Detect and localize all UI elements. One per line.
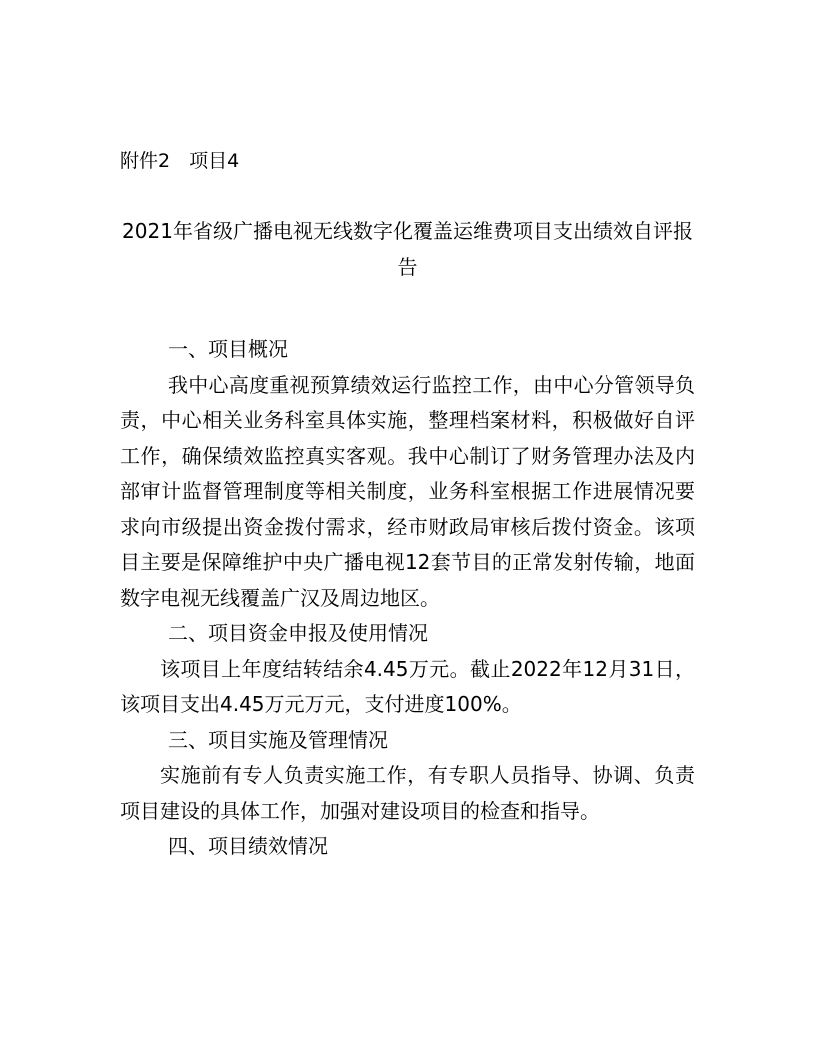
report-title: 2021年省级广播电视无线数字化覆盖运维费项目支出绩效自评报告: [122, 219, 693, 279]
section-heading-overview: 一、项目概况: [168, 337, 288, 361]
report-body: [120, 332, 695, 865]
section-paragraph-funding: 该项目上年度结转结余4.45万元。截止2022年12月31日，该项目支出4.45万元万元，支付进度100%。: [120, 656, 695, 716]
section-heading-performance: 四、项目绩效情况: [168, 834, 328, 858]
section-paragraph-overview: 我中心高度重视预算绩效运行监控工作，由中心分管领导负责，中心相关业务科室具体实施，整理档案材料，积极做好自评工作，确保绩效监控真实客观。我中心制订了财务管理办法及内部审计监督管理制度等相关制度，业务科室根据工作进展情况要求向市级提出资金拨付需求，经市财政局审核后拨付资金。该项目主要是保障维护中央广播电视12套节目的正常发射传输，地面数字电视无线覆盖广汉及周边地区。: [120, 372, 695, 610]
section-paragraph-implementation: 实施前有专人负责实施工作，有专职人员指导、协调、负责项目建设的具体工作，加强对建设项目的检查和指导。: [120, 763, 695, 823]
section-heading-funding: 二、项目资金申报及使用情况: [168, 621, 428, 645]
attachment-label: 附件2 项目4: [120, 150, 240, 172]
section-heading-implementation: 三、项目实施及管理情况: [168, 727, 388, 752]
